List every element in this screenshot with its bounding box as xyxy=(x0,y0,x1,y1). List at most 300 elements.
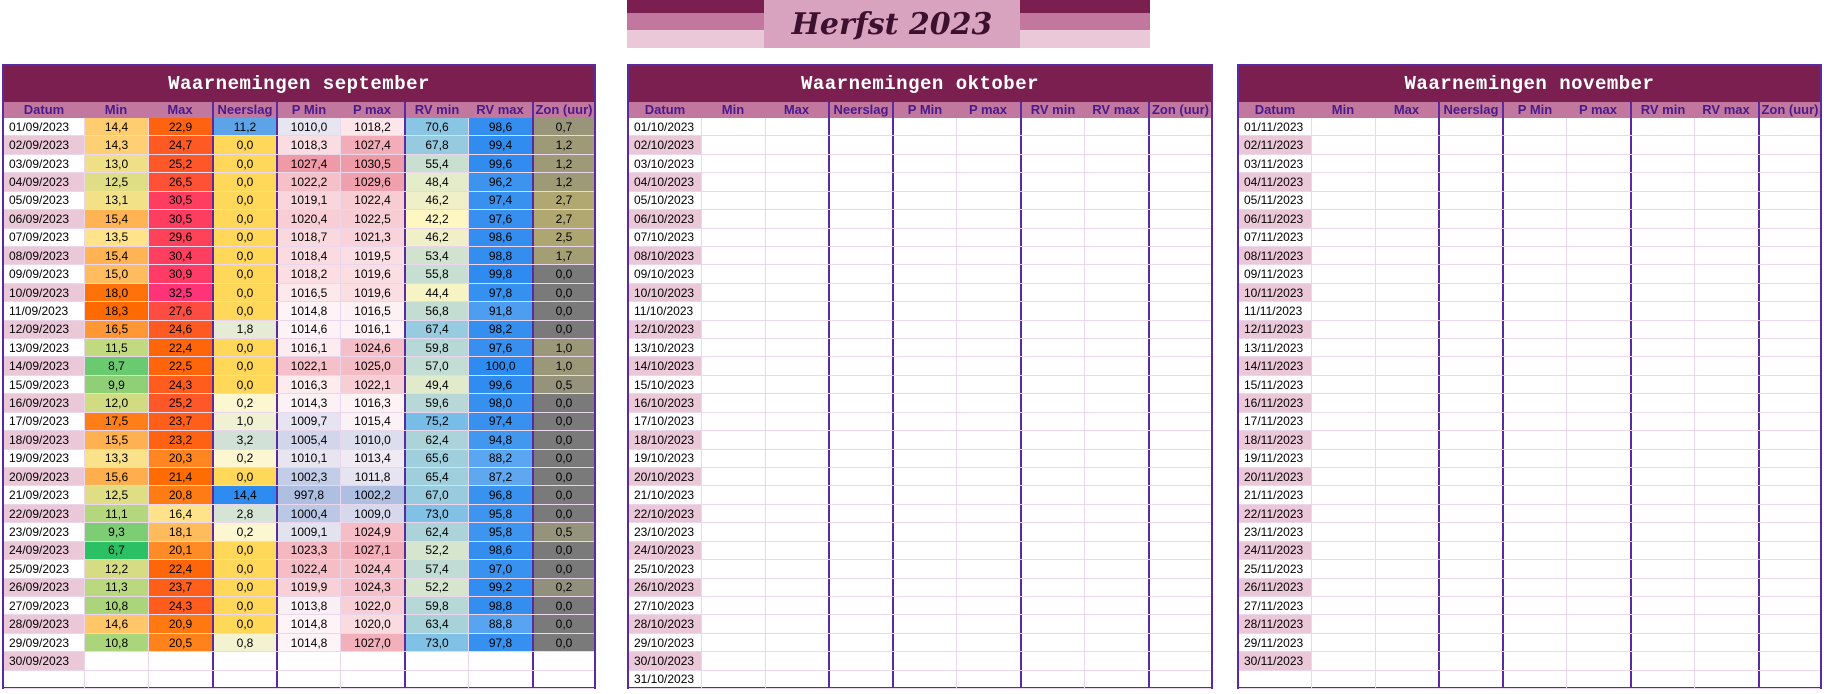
cell-rv-max[interactable] xyxy=(1694,173,1758,190)
cell-min[interactable] xyxy=(701,615,765,632)
cell-max[interactable] xyxy=(765,394,828,411)
cell-min[interactable]: 15,5 xyxy=(84,431,148,448)
cell-date[interactable]: 09/10/2023 xyxy=(634,267,695,282)
cell-p-min[interactable] xyxy=(1502,615,1566,632)
cell-p-min[interactable] xyxy=(892,523,956,540)
cell-rv-min[interactable] xyxy=(1630,450,1694,467)
cell-rv-max[interactable] xyxy=(1084,560,1148,577)
cell-date[interactable]: 09/09/2023 xyxy=(9,267,70,282)
cell-zon[interactable]: 0,0 xyxy=(532,634,594,651)
cell-zon[interactable] xyxy=(1758,450,1820,467)
cell-date[interactable]: 02/11/2023 xyxy=(1239,136,1311,153)
cell-p-max[interactable]: 1009,0 xyxy=(340,505,404,522)
cell-rv-min[interactable]: 42,2 xyxy=(404,210,468,227)
cell-p-max[interactable]: 1029,6 xyxy=(340,173,404,190)
cell-rv-min[interactable] xyxy=(1630,173,1694,190)
cell-rv-max[interactable]: 95,8 xyxy=(468,505,532,522)
cell-min[interactable]: 18,3 xyxy=(84,302,148,319)
cell-p-max[interactable]: 1022,1 xyxy=(340,376,404,393)
cell-max[interactable]: 24,3 xyxy=(148,597,212,614)
cell-zon[interactable] xyxy=(1148,265,1211,282)
cell-p-min[interactable]: 1010,1 xyxy=(276,450,340,467)
cell-p-max[interactable] xyxy=(1566,284,1630,301)
cell-p-max[interactable] xyxy=(1566,597,1630,614)
cell-zon[interactable] xyxy=(1758,173,1820,190)
cell-p-max[interactable] xyxy=(956,247,1020,264)
cell-neerslag[interactable]: 1,0 xyxy=(212,413,276,430)
cell-zon[interactable] xyxy=(532,652,594,669)
cell-neerslag[interactable] xyxy=(1438,505,1502,522)
cell-neerslag[interactable] xyxy=(212,652,276,669)
cell-rv-max[interactable]: 98,6 xyxy=(468,118,532,135)
cell-p-max[interactable] xyxy=(1566,210,1630,227)
cell-rv-min[interactable]: 70,6 xyxy=(404,118,468,135)
cell-rv-max[interactable] xyxy=(1084,321,1148,338)
cell-rv-min[interactable] xyxy=(1020,192,1084,209)
cell-date[interactable]: 22/11/2023 xyxy=(1239,505,1311,522)
cell-rv-min[interactable] xyxy=(1630,339,1694,356)
cell-date[interactable]: 19/11/2023 xyxy=(1244,451,1304,466)
cell-rv-min[interactable] xyxy=(1020,173,1084,190)
cell-p-max[interactable] xyxy=(1566,302,1630,319)
cell-zon[interactable] xyxy=(1148,302,1211,319)
cell-date[interactable]: 20/09/2023 xyxy=(4,468,84,485)
cell-rv-min[interactable] xyxy=(1630,321,1694,338)
cell-date[interactable]: 03/10/2023 xyxy=(634,156,695,171)
cell-max[interactable] xyxy=(765,247,828,264)
cell-rv-min[interactable] xyxy=(1020,486,1084,503)
cell-p-max[interactable] xyxy=(956,671,1020,688)
cell-p-max[interactable] xyxy=(1566,450,1630,467)
cell-max[interactable] xyxy=(1375,339,1438,356)
cell-p-min[interactable]: 1014,8 xyxy=(276,615,340,632)
cell-zon[interactable] xyxy=(1148,155,1211,172)
cell-zon[interactable] xyxy=(1148,597,1211,614)
cell-min[interactable]: 12,5 xyxy=(84,173,148,190)
cell-rv-min[interactable] xyxy=(1630,615,1694,632)
cell-date[interactable]: 07/10/2023 xyxy=(634,230,695,245)
cell-date[interactable]: 28/10/2023 xyxy=(629,615,701,632)
cell-rv-min[interactable] xyxy=(1020,210,1084,227)
cell-max[interactable] xyxy=(765,339,828,356)
cell-date[interactable]: 07/11/2023 xyxy=(1244,230,1304,245)
cell-max[interactable]: 18,1 xyxy=(148,523,212,540)
cell-max[interactable] xyxy=(1375,615,1438,632)
cell-min[interactable]: 9,3 xyxy=(84,523,148,540)
cell-rv-min[interactable]: 56,8 xyxy=(404,302,468,319)
cell-p-max[interactable] xyxy=(956,357,1020,374)
cell-max[interactable] xyxy=(1375,634,1438,651)
cell-min[interactable] xyxy=(1311,413,1375,430)
cell-min[interactable] xyxy=(1311,229,1375,246)
cell-min[interactable] xyxy=(701,229,765,246)
cell-zon[interactable]: 0,0 xyxy=(532,560,594,577)
cell-max[interactable]: 24,6 xyxy=(148,321,212,338)
cell-p-min[interactable] xyxy=(1502,505,1566,522)
cell-p-max[interactable]: 1022,4 xyxy=(340,192,404,209)
cell-max[interactable] xyxy=(1375,486,1438,503)
cell-rv-min[interactable] xyxy=(1630,357,1694,374)
cell-p-max[interactable]: 1024,6 xyxy=(340,339,404,356)
cell-rv-max[interactable] xyxy=(1084,118,1148,135)
cell-neerslag[interactable] xyxy=(1438,321,1502,338)
cell-min[interactable] xyxy=(1311,210,1375,227)
cell-rv-min[interactable] xyxy=(1630,579,1694,596)
cell-max[interactable] xyxy=(1375,468,1438,485)
cell-zon[interactable]: 1,0 xyxy=(532,339,594,356)
cell-p-max[interactable] xyxy=(1566,505,1630,522)
cell-min[interactable] xyxy=(1311,486,1375,503)
cell-date[interactable]: 14/10/2023 xyxy=(629,357,701,374)
cell-rv-max[interactable]: 95,8 xyxy=(468,523,532,540)
cell-p-min[interactable]: 1027,4 xyxy=(276,155,340,172)
cell-min[interactable] xyxy=(701,284,765,301)
cell-min[interactable]: 12,5 xyxy=(84,486,148,503)
cell-p-min[interactable] xyxy=(1502,652,1566,669)
cell-p-max[interactable] xyxy=(956,450,1020,467)
cell-neerslag[interactable] xyxy=(828,357,892,374)
cell-date[interactable]: 04/09/2023 xyxy=(4,173,84,190)
cell-zon[interactable]: 1,2 xyxy=(532,136,594,153)
cell-zon[interactable] xyxy=(1758,192,1820,209)
cell-min[interactable] xyxy=(1311,431,1375,448)
cell-neerslag[interactable]: 0,0 xyxy=(212,542,276,559)
cell-min[interactable] xyxy=(1311,357,1375,374)
cell-neerslag[interactable] xyxy=(828,173,892,190)
cell-p-max[interactable]: 1010,0 xyxy=(340,431,404,448)
cell-rv-max[interactable] xyxy=(1694,118,1758,135)
cell-date[interactable]: 05/10/2023 xyxy=(634,193,695,208)
cell-p-min[interactable]: 1020,4 xyxy=(276,210,340,227)
cell-zon[interactable] xyxy=(1758,542,1820,559)
cell-p-max[interactable]: 1018,2 xyxy=(340,118,404,135)
cell-max[interactable] xyxy=(765,413,828,430)
cell-p-min[interactable] xyxy=(1502,357,1566,374)
cell-p-max[interactable] xyxy=(956,394,1020,411)
cell-rv-min[interactable]: 48,4 xyxy=(404,173,468,190)
cell-rv-min[interactable]: 55,8 xyxy=(404,265,468,282)
cell-p-min[interactable] xyxy=(1502,579,1566,596)
cell-rv-max[interactable] xyxy=(1694,210,1758,227)
cell-p-max[interactable]: 1024,3 xyxy=(340,579,404,596)
cell-rv-max[interactable]: 97,6 xyxy=(468,210,532,227)
cell-zon[interactable]: 0,0 xyxy=(532,265,594,282)
cell-neerslag[interactable] xyxy=(828,523,892,540)
cell-min[interactable] xyxy=(1311,505,1375,522)
cell-p-min[interactable]: 1019,1 xyxy=(276,192,340,209)
cell-neerslag[interactable] xyxy=(1438,413,1502,430)
cell-min[interactable] xyxy=(701,376,765,393)
cell-max[interactable] xyxy=(765,431,828,448)
cell-date[interactable]: 08/10/2023 xyxy=(629,247,701,264)
cell-max[interactable] xyxy=(765,376,828,393)
cell-date[interactable]: 27/10/2023 xyxy=(634,598,695,613)
cell-rv-min[interactable] xyxy=(1630,634,1694,651)
cell-rv-min[interactable] xyxy=(1020,155,1084,172)
cell-zon[interactable]: 1,2 xyxy=(532,173,594,190)
cell-max[interactable] xyxy=(148,671,212,688)
cell-min[interactable] xyxy=(1311,523,1375,540)
cell-rv-max[interactable] xyxy=(1694,634,1758,651)
cell-zon[interactable]: 0,0 xyxy=(532,413,594,430)
cell-rv-max[interactable] xyxy=(1694,357,1758,374)
cell-neerslag[interactable] xyxy=(1438,579,1502,596)
cell-date[interactable]: 06/11/2023 xyxy=(1239,210,1311,227)
cell-max[interactable]: 30,4 xyxy=(148,247,212,264)
cell-rv-min[interactable] xyxy=(1020,357,1084,374)
cell-min[interactable] xyxy=(1311,652,1375,669)
cell-p-min[interactable] xyxy=(892,321,956,338)
cell-max[interactable]: 22,4 xyxy=(148,560,212,577)
cell-p-max[interactable] xyxy=(1566,394,1630,411)
cell-rv-min[interactable] xyxy=(1020,413,1084,430)
cell-neerslag[interactable] xyxy=(828,265,892,282)
cell-neerslag[interactable] xyxy=(1438,155,1502,172)
cell-p-max[interactable] xyxy=(956,579,1020,596)
cell-p-min[interactable] xyxy=(1502,597,1566,614)
cell-rv-max[interactable]: 97,8 xyxy=(468,634,532,651)
cell-rv-max[interactable] xyxy=(1694,579,1758,596)
cell-rv-min[interactable] xyxy=(1020,394,1084,411)
cell-p-max[interactable] xyxy=(1566,413,1630,430)
cell-date[interactable]: 10/11/2023 xyxy=(1239,284,1311,301)
cell-rv-min[interactable] xyxy=(1630,671,1694,688)
cell-rv-min[interactable]: 49,4 xyxy=(404,376,468,393)
cell-date[interactable]: 01/10/2023 xyxy=(634,119,695,134)
cell-date[interactable]: 14/09/2023 xyxy=(4,357,84,374)
cell-rv-max[interactable] xyxy=(1694,376,1758,393)
cell-p-max[interactable] xyxy=(1566,265,1630,282)
cell-zon[interactable] xyxy=(1148,173,1211,190)
cell-max[interactable] xyxy=(1375,394,1438,411)
cell-p-max[interactable] xyxy=(956,468,1020,485)
cell-p-min[interactable]: 1010,0 xyxy=(276,118,340,135)
cell-p-max[interactable]: 1022,0 xyxy=(340,597,404,614)
cell-neerslag[interactable] xyxy=(828,560,892,577)
cell-max[interactable]: 20,1 xyxy=(148,542,212,559)
cell-neerslag[interactable] xyxy=(828,210,892,227)
cell-zon[interactable]: 1,2 xyxy=(532,155,594,172)
cell-rv-min[interactable] xyxy=(1020,136,1084,153)
cell-p-min[interactable] xyxy=(1502,155,1566,172)
cell-zon[interactable] xyxy=(1758,523,1820,540)
cell-p-min[interactable] xyxy=(1502,247,1566,264)
cell-rv-max[interactable] xyxy=(1694,542,1758,559)
cell-min[interactable]: 10,8 xyxy=(84,597,148,614)
cell-p-max[interactable] xyxy=(1566,192,1630,209)
cell-neerslag[interactable] xyxy=(828,229,892,246)
cell-max[interactable]: 24,7 xyxy=(148,136,212,153)
cell-date[interactable]: 11/09/2023 xyxy=(9,303,69,318)
cell-date[interactable]: 26/09/2023 xyxy=(4,579,84,596)
cell-date[interactable]: 18/09/2023 xyxy=(4,431,84,448)
cell-rv-min[interactable] xyxy=(1020,431,1084,448)
cell-rv-max[interactable]: 88,8 xyxy=(468,615,532,632)
cell-rv-min[interactable]: 57,4 xyxy=(404,560,468,577)
cell-max[interactable] xyxy=(1375,173,1438,190)
cell-p-min[interactable] xyxy=(892,505,956,522)
cell-p-min[interactable] xyxy=(892,652,956,669)
cell-neerslag[interactable]: 0,0 xyxy=(212,155,276,172)
cell-rv-max[interactable]: 97,4 xyxy=(468,413,532,430)
cell-min[interactable] xyxy=(701,155,765,172)
cell-max[interactable] xyxy=(1375,652,1438,669)
cell-neerslag[interactable] xyxy=(828,468,892,485)
cell-p-max[interactable] xyxy=(1566,615,1630,632)
cell-date[interactable]: 19/10/2023 xyxy=(634,451,695,466)
cell-rv-min[interactable] xyxy=(1630,413,1694,430)
cell-min[interactable] xyxy=(1311,155,1375,172)
cell-neerslag[interactable]: 0,0 xyxy=(212,192,276,209)
cell-p-max[interactable] xyxy=(1566,155,1630,172)
cell-rv-max[interactable] xyxy=(1694,523,1758,540)
cell-neerslag[interactable] xyxy=(1438,136,1502,153)
cell-rv-min[interactable] xyxy=(1020,615,1084,632)
cell-zon[interactable] xyxy=(1148,615,1211,632)
cell-zon[interactable] xyxy=(1758,321,1820,338)
cell-date[interactable]: 27/09/2023 xyxy=(9,598,70,613)
cell-rv-max[interactable] xyxy=(1084,486,1148,503)
cell-rv-max[interactable]: 98,0 xyxy=(468,394,532,411)
cell-zon[interactable] xyxy=(1148,339,1211,356)
cell-zon[interactable] xyxy=(1148,284,1211,301)
cell-min[interactable]: 15,6 xyxy=(84,468,148,485)
cell-p-max[interactable] xyxy=(1566,321,1630,338)
cell-p-max[interactable]: 1021,3 xyxy=(340,229,404,246)
cell-date[interactable] xyxy=(4,671,84,688)
cell-p-max[interactable] xyxy=(1566,579,1630,596)
cell-date[interactable]: 27/11/2023 xyxy=(1244,598,1304,613)
cell-zon[interactable] xyxy=(1148,321,1211,338)
cell-p-min[interactable] xyxy=(892,413,956,430)
cell-rv-min[interactable] xyxy=(1630,136,1694,153)
cell-rv-min[interactable] xyxy=(1020,339,1084,356)
cell-max[interactable]: 22,4 xyxy=(148,339,212,356)
cell-p-min[interactable] xyxy=(892,229,956,246)
cell-p-min[interactable] xyxy=(1502,486,1566,503)
cell-neerslag[interactable]: 0,0 xyxy=(212,229,276,246)
cell-p-min[interactable] xyxy=(892,615,956,632)
cell-date[interactable]: 06/09/2023 xyxy=(4,210,84,227)
cell-neerslag[interactable]: 3,2 xyxy=(212,431,276,448)
cell-rv-min[interactable] xyxy=(1020,265,1084,282)
cell-rv-min[interactable] xyxy=(1630,229,1694,246)
cell-p-min[interactable] xyxy=(892,118,956,135)
cell-date[interactable]: 14/11/2023 xyxy=(1239,357,1311,374)
cell-p-min[interactable] xyxy=(1502,376,1566,393)
cell-p-min[interactable] xyxy=(892,155,956,172)
cell-neerslag[interactable] xyxy=(828,486,892,503)
cell-rv-max[interactable] xyxy=(1694,652,1758,669)
cell-p-min[interactable] xyxy=(892,247,956,264)
cell-date[interactable]: 16/11/2023 xyxy=(1239,394,1311,411)
cell-p-max[interactable]: 1015,4 xyxy=(340,413,404,430)
cell-p-min[interactable] xyxy=(1502,192,1566,209)
cell-p-min[interactable] xyxy=(1502,450,1566,467)
cell-min[interactable] xyxy=(1311,284,1375,301)
cell-min[interactable] xyxy=(701,265,765,282)
cell-p-max[interactable] xyxy=(956,542,1020,559)
cell-p-max[interactable] xyxy=(956,155,1020,172)
cell-max[interactable] xyxy=(765,652,828,669)
cell-rv-min[interactable] xyxy=(1630,210,1694,227)
cell-rv-min[interactable]: 63,4 xyxy=(404,615,468,632)
cell-neerslag[interactable] xyxy=(1438,542,1502,559)
cell-p-min[interactable] xyxy=(892,597,956,614)
cell-max[interactable]: 24,3 xyxy=(148,376,212,393)
cell-zon[interactable] xyxy=(1758,671,1820,688)
cell-max[interactable]: 16,4 xyxy=(148,505,212,522)
cell-rv-max[interactable]: 98,8 xyxy=(468,597,532,614)
cell-p-max[interactable] xyxy=(1566,136,1630,153)
cell-p-min[interactable] xyxy=(892,542,956,559)
cell-neerslag[interactable] xyxy=(828,155,892,172)
cell-rv-max[interactable] xyxy=(1694,560,1758,577)
cell-zon[interactable]: 2,5 xyxy=(532,229,594,246)
cell-min[interactable] xyxy=(701,560,765,577)
cell-max[interactable] xyxy=(765,192,828,209)
cell-max[interactable] xyxy=(1375,265,1438,282)
cell-p-min[interactable] xyxy=(276,671,340,688)
cell-neerslag[interactable] xyxy=(1438,302,1502,319)
cell-date[interactable]: 22/09/2023 xyxy=(4,505,84,522)
cell-rv-max[interactable] xyxy=(1694,505,1758,522)
cell-date[interactable]: 07/09/2023 xyxy=(9,230,70,245)
cell-neerslag[interactable] xyxy=(828,413,892,430)
cell-max[interactable]: 27,6 xyxy=(148,302,212,319)
cell-max[interactable]: 25,2 xyxy=(148,394,212,411)
cell-neerslag[interactable]: 14,4 xyxy=(212,486,276,503)
cell-zon[interactable]: 0,7 xyxy=(532,118,594,135)
cell-rv-min[interactable] xyxy=(1020,579,1084,596)
cell-rv-min[interactable]: 59,8 xyxy=(404,339,468,356)
cell-p-max[interactable]: 1016,5 xyxy=(340,302,404,319)
cell-min[interactable] xyxy=(1311,468,1375,485)
cell-rv-max[interactable] xyxy=(1084,579,1148,596)
cell-date[interactable]: 01/11/2023 xyxy=(1244,119,1304,134)
cell-max[interactable] xyxy=(1375,284,1438,301)
cell-rv-max[interactable] xyxy=(1694,155,1758,172)
cell-zon[interactable]: 2,7 xyxy=(532,192,594,209)
cell-zon[interactable] xyxy=(1148,560,1211,577)
cell-p-max[interactable] xyxy=(1566,652,1630,669)
cell-min[interactable] xyxy=(701,671,765,688)
cell-max[interactable] xyxy=(1375,579,1438,596)
cell-min[interactable] xyxy=(1311,394,1375,411)
cell-zon[interactable] xyxy=(1758,357,1820,374)
cell-max[interactable]: 20,3 xyxy=(148,450,212,467)
cell-rv-max[interactable] xyxy=(1694,247,1758,264)
cell-p-min[interactable]: 1018,4 xyxy=(276,247,340,264)
cell-rv-min[interactable]: 46,2 xyxy=(404,192,468,209)
cell-neerslag[interactable] xyxy=(828,247,892,264)
cell-min[interactable]: 8,7 xyxy=(84,357,148,374)
cell-date[interactable]: 13/11/2023 xyxy=(1244,340,1304,355)
cell-zon[interactable]: 0,0 xyxy=(532,615,594,632)
cell-date[interactable]: 18/10/2023 xyxy=(629,431,701,448)
cell-p-min[interactable] xyxy=(1502,413,1566,430)
cell-p-min[interactable] xyxy=(892,560,956,577)
cell-neerslag[interactable] xyxy=(828,302,892,319)
cell-neerslag[interactable] xyxy=(1438,468,1502,485)
cell-zon[interactable]: 0,0 xyxy=(532,321,594,338)
cell-p-max[interactable] xyxy=(956,376,1020,393)
cell-min[interactable] xyxy=(84,652,148,669)
cell-rv-max[interactable] xyxy=(1694,229,1758,246)
cell-neerslag[interactable]: 0,0 xyxy=(212,376,276,393)
cell-date[interactable]: 17/11/2023 xyxy=(1244,414,1304,429)
cell-zon[interactable] xyxy=(1758,339,1820,356)
